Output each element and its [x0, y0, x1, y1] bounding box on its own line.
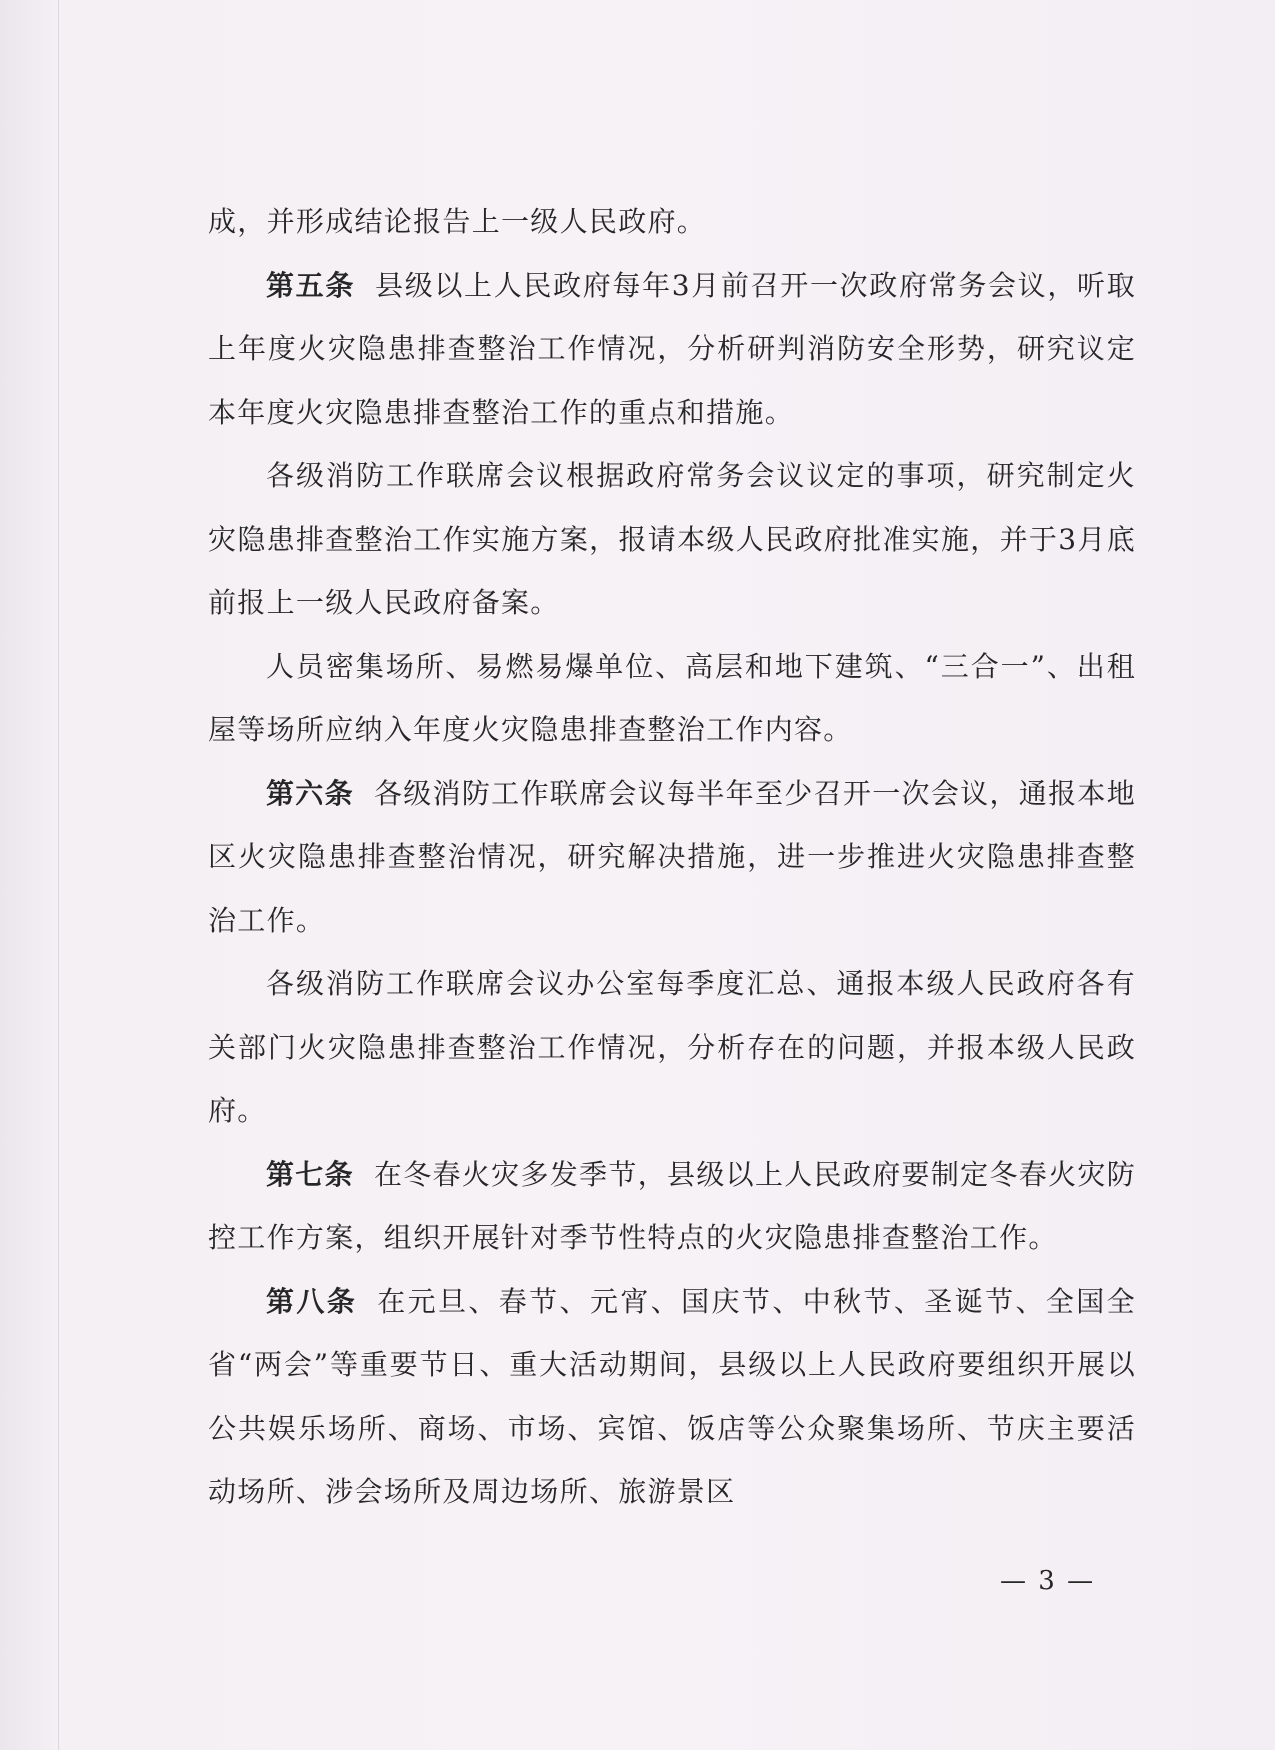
- article-8-label: 第八条: [266, 1284, 358, 1318]
- binding-margin-line: [58, 0, 59, 1750]
- article-6-paragraph: [208, 762, 1136, 953]
- document-body: [208, 190, 1136, 1524]
- paragraph-text: 成，并形成结论报告上一级人民政府。: [208, 205, 707, 238]
- paragraph-text: 在冬春火灾多发季节，县级以上人民政府要制定冬春火灾防控工作方案，组织开展针对季节性特点的火灾隐患排查整治工作。: [208, 1157, 1136, 1254]
- paragraph-text: 在元旦、春节、元宵、国庆节、中秋节、圣诞节、全国全省“两会”等重要节日、重大活动期间，县级以上人民政府要组织开展以公共娱乐场所、商场、市场、宾馆、饭店等公众聚集场所、节庆主要活动场所、涉会场所及周边场所、旅游景区: [208, 1284, 1136, 1508]
- article-6-label: 第六条: [266, 776, 354, 810]
- paragraph-text: 各级消防工作联席会议每半年至少召开一次会议，通报本地区火灾隐患排查整治情况，研究解决措施，进一步推进火灾隐患排查整治工作。: [208, 776, 1136, 937]
- article-5-paragraph-2: [208, 444, 1136, 635]
- article-8-paragraph: [208, 1270, 1136, 1524]
- article-5-paragraph-3: [208, 635, 1136, 762]
- article-6-paragraph-2: [208, 952, 1136, 1143]
- paragraph-text: 各级消防工作联席会议根据政府常务会议议定的事项，研究制定火灾隐患排查整治工作实施方案，报请本级人民政府批准实施，并于3月底前报上一级人民政府备案。: [208, 459, 1136, 619]
- article-7-paragraph: [208, 1143, 1136, 1270]
- article-5-label: 第五条: [266, 268, 356, 302]
- paragraph-continuation: [208, 190, 1136, 254]
- paragraph-text: 县级以上人民政府每年3月前召开一次政府常务会议，听取上年度火灾隐患排查整治工作情况，分析研判消防安全形势，研究议定本年度火灾隐患排查整治工作的重点和措施。: [208, 268, 1136, 429]
- page-number: — 3 —: [1000, 1566, 1096, 1596]
- article-7-label: 第七条: [266, 1157, 354, 1191]
- paragraph-text: 人员密集场所、易燃易爆单位、高层和地下建筑、“三合一”、出租屋等场所应纳入年度火灾隐患排查整治工作内容。: [208, 649, 1136, 746]
- paragraph-text: 各级消防工作联席会议办公室每季度汇总、通报本级人民政府各有关部门火灾隐患排查整治工作情况，分析存在的问题，并报本级人民政府。: [208, 967, 1136, 1127]
- article-5-paragraph: [208, 254, 1136, 445]
